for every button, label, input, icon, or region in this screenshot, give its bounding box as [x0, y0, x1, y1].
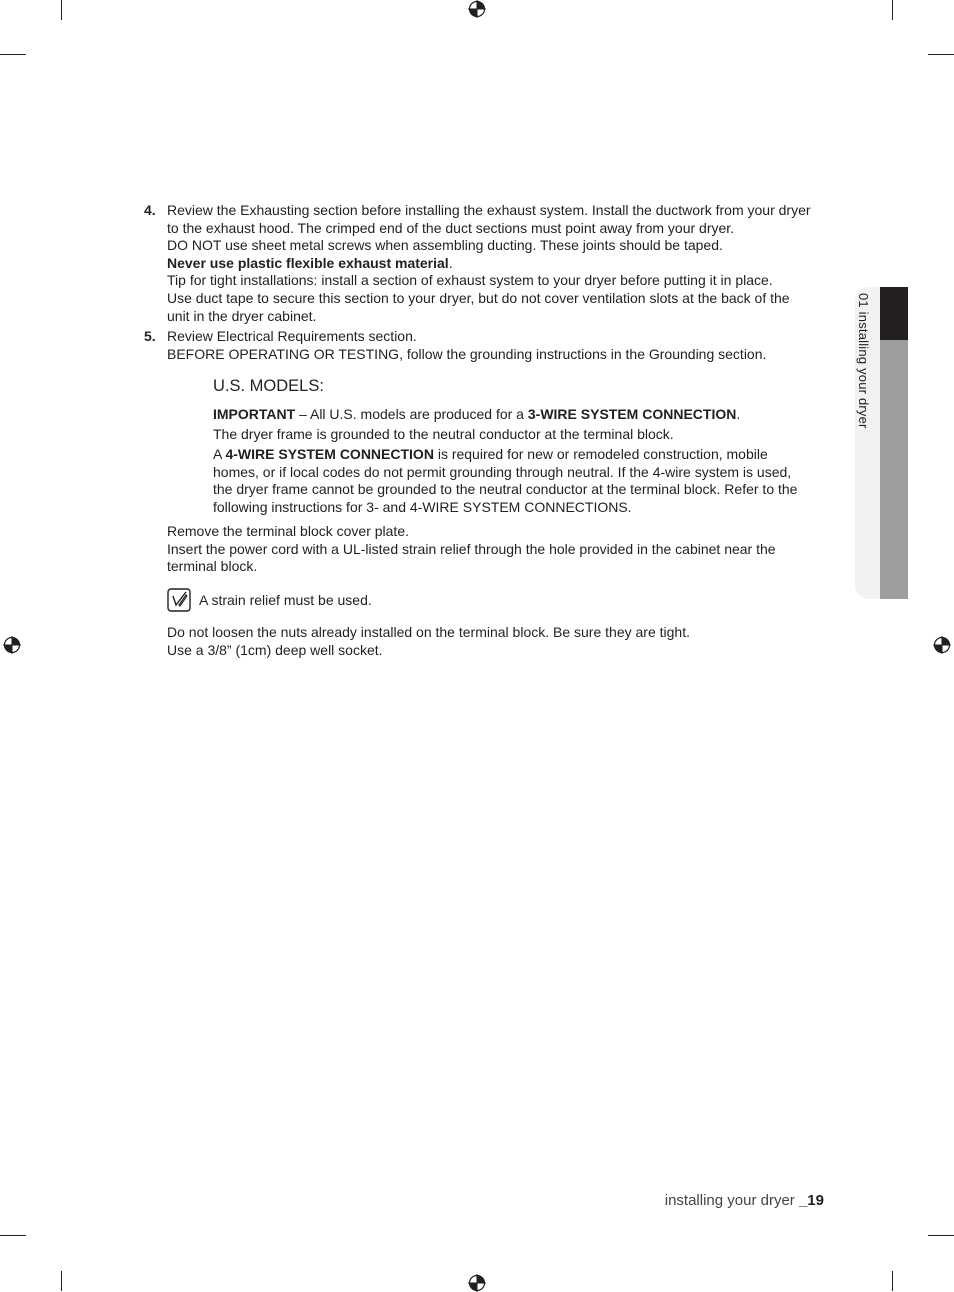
four-wire-prefix: A — [213, 446, 226, 463]
four-wire-paragraph — [213, 446, 823, 516]
warning-line — [167, 255, 824, 273]
important-text: – All U.S. models are produced for a — [295, 406, 528, 422]
tape-text: unit in the dryer cabinet. — [167, 307, 317, 324]
tape-text: Use duct tape to secure this section to your dryer, but do not cover ventilation slots at the back of the — [167, 289, 790, 306]
registration-target-icon — [468, 0, 486, 18]
registration-target-icon — [933, 636, 951, 654]
step-5 — [144, 328, 824, 363]
crop-mark — [0, 1235, 26, 1236]
note — [167, 588, 372, 612]
nuts-paragraph — [167, 624, 827, 659]
footer-text: installing your dryer — [664, 1192, 799, 1209]
cover-text: Remove the terminal block cover plate. — [167, 523, 409, 539]
step-text: Review Electrical Requirements section. — [167, 328, 417, 344]
chapter-tab-grey-block — [880, 340, 908, 599]
nuts-text: Use a 3/8” (1cm) deep well socket. — [167, 641, 383, 658]
registration-target-icon — [3, 636, 21, 654]
four-wire-text: homes, or if local codes do not permit grounding through neutral. If the 4-wire system is used, — [213, 463, 792, 480]
step-number: 4. — [144, 202, 156, 218]
four-wire-text: the dryer frame cannot be grounded to the neutral conductor at the terminal block. Refer to the — [213, 481, 798, 498]
tip-text: Tip for tight installations: install a section of exhaust system to your dryer before putting it in place. — [167, 272, 773, 289]
chapter-tab-dark-block — [880, 287, 908, 340]
four-wire-text: following instructions for 3- and 4-WIRE SYSTEM CONNECTIONS. — [213, 498, 632, 515]
cover-paragraph — [167, 523, 827, 576]
nuts-text: Do not loosen the nuts already installed on the terminal block. Be sure they are tight. — [167, 624, 690, 640]
step-text: BEFORE OPERATING OR TESTING, follow the grounding instructions in the Grounding section. — [167, 345, 767, 362]
important-paragraph — [213, 406, 823, 424]
frame-paragraph: The dryer frame is grounded to the neutral conductor at the terminal block. — [213, 426, 674, 443]
note-text: A strain relief must be used. — [199, 592, 372, 608]
registration-target-icon — [468, 1274, 486, 1292]
step-text: to the exhaust hood. The crimped end of the duct sections must point away from your dryer. — [167, 219, 735, 236]
three-wire-label: 3-WIRE SYSTEM CONNECTION — [527, 406, 737, 422]
step-body — [167, 202, 824, 325]
step-text: Review the Exhausting section before installing the exhaust system. Install the ductwork from your dryer — [167, 202, 811, 218]
step-body — [167, 328, 824, 363]
crop-mark — [928, 1235, 954, 1236]
step-text: DO NOT use sheet metal screws when assembling ducting. These joints should be taped. — [167, 237, 723, 254]
warning-tail: . — [448, 254, 453, 271]
crop-mark — [61, 1271, 62, 1291]
cover-text: Insert the power cord with a UL-listed strain relief through the hole provided in the cabinet near the — [167, 540, 776, 557]
page-footer — [665, 1192, 824, 1209]
cover-text: terminal block. — [167, 558, 258, 575]
note-pencil-icon — [167, 588, 191, 612]
step-number: 5. — [144, 328, 156, 344]
warning-bold-text: Never use plastic flexible exhaust material — [167, 254, 449, 271]
crop-mark — [892, 1271, 893, 1291]
crop-mark — [892, 0, 893, 20]
chapter-tab-label: 01 installing your dryer — [856, 293, 871, 429]
us-models-section — [213, 376, 823, 519]
crop-mark — [0, 54, 26, 55]
crop-mark — [928, 54, 954, 55]
four-wire-label: 4-WIRE SYSTEM CONNECTION — [225, 446, 434, 463]
step-4 — [144, 202, 824, 325]
important-end: . — [736, 406, 741, 422]
page-number: _19 — [798, 1192, 824, 1209]
us-models-heading: U.S. MODELS: — [213, 377, 324, 395]
four-wire-text: is required for new or remodeled construction, mobile — [433, 446, 768, 463]
crop-mark — [61, 0, 62, 20]
important-label: IMPORTANT — [213, 406, 296, 422]
